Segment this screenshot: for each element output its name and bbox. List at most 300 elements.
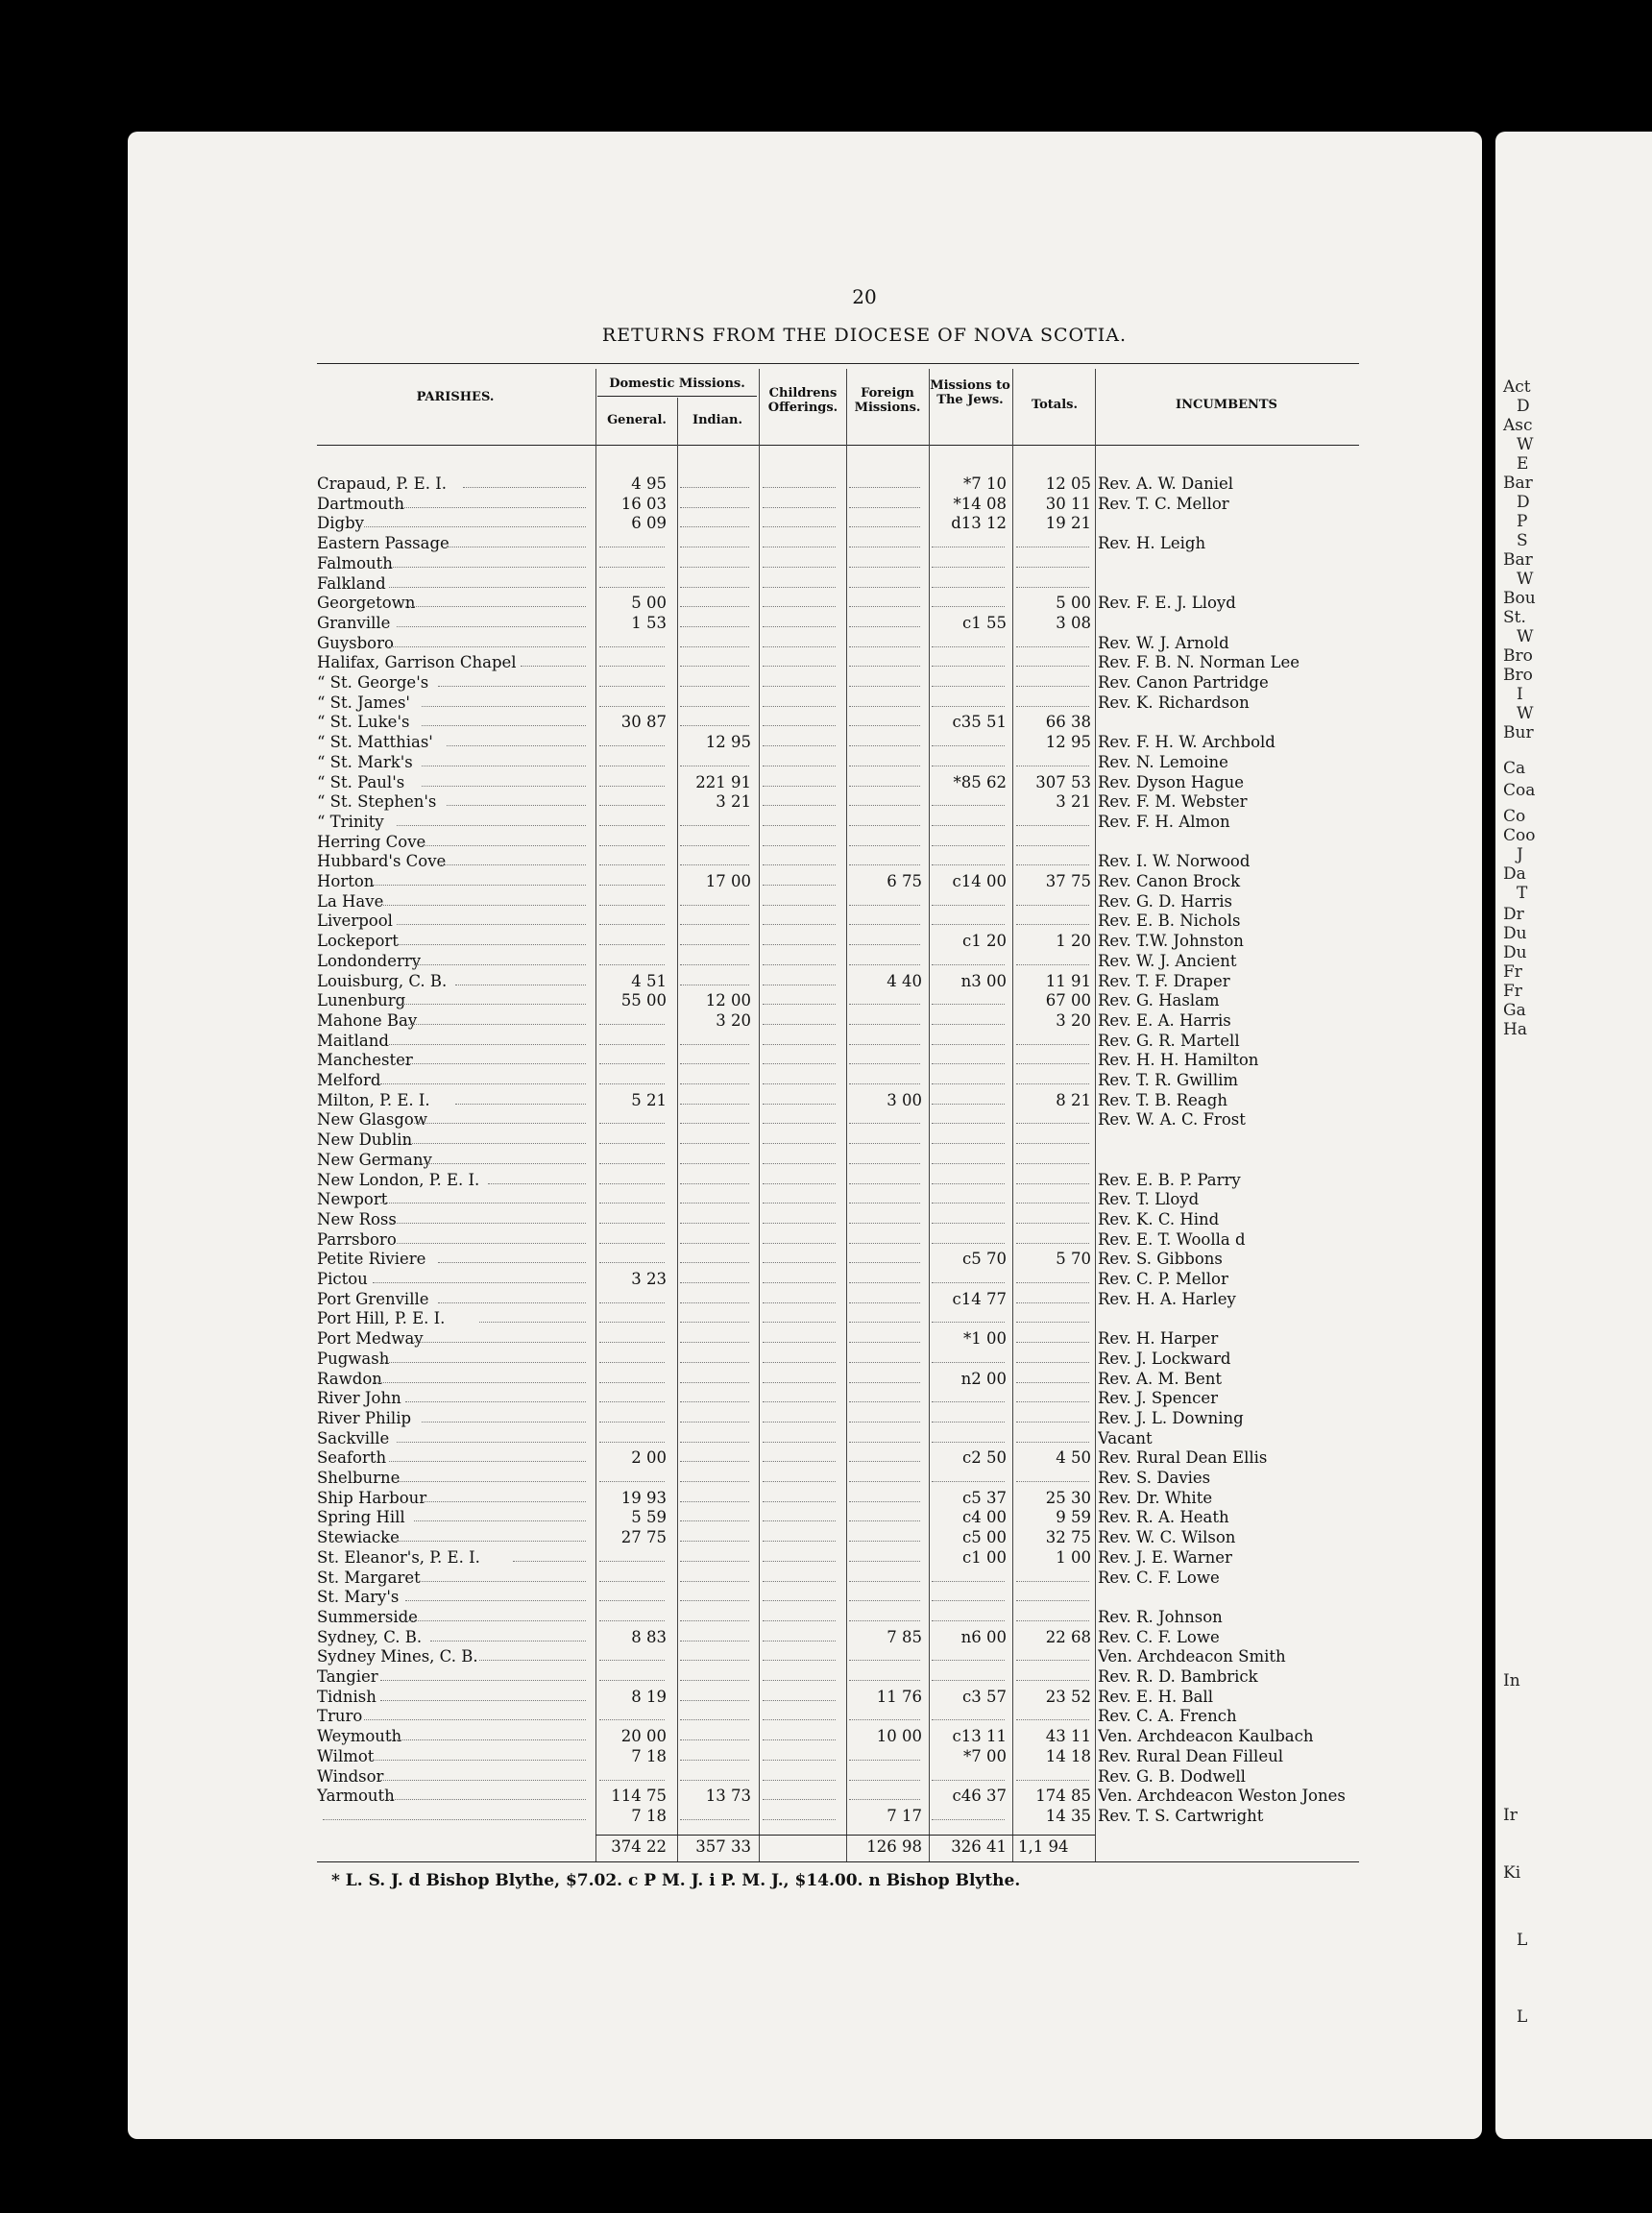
jews-cell: *14 08	[953, 494, 1007, 513]
parish-name: Lunenburg	[317, 991, 406, 1010]
leader-dots	[680, 1660, 749, 1661]
leader-dots	[763, 1680, 836, 1681]
leader-dots	[373, 885, 586, 886]
leader-dots	[680, 1342, 749, 1343]
jews-cell: c46 37	[952, 1787, 1007, 1806]
leader-dots	[763, 1163, 836, 1164]
parish-name: Eastern Passage	[317, 534, 449, 553]
leader-dots	[849, 924, 920, 925]
parish-name: Windsor	[317, 1766, 384, 1786]
next-page-fragment: Du	[1503, 924, 1527, 943]
incumbent-name: Rev. J. Spencer	[1098, 1389, 1219, 1408]
incumbent-name: Rev. G. B. Dodwell	[1098, 1766, 1246, 1786]
leader-dots	[849, 1799, 920, 1800]
leader-dots	[680, 1183, 749, 1184]
incumbent-name	[1098, 1130, 1359, 1150]
leader-dots	[680, 905, 749, 906]
leader-dots	[599, 944, 665, 945]
parish-name: Herring Cove	[317, 832, 426, 851]
leader-dots	[389, 1044, 586, 1045]
leader-dots	[1016, 1442, 1089, 1443]
leader-dots	[599, 1322, 665, 1323]
total-cell: 32 75	[1045, 1528, 1091, 1547]
parish-name: “ St. Mark's	[317, 752, 413, 771]
incumbent-name: Rev. R. D. Bambrick	[1098, 1667, 1258, 1686]
leader-dots	[599, 706, 665, 707]
jews-cell: c2 50	[962, 1448, 1007, 1468]
incumbent-name: Rev. N. Lemoine	[1098, 752, 1228, 771]
incumbent-name: Rev. C. F. Lowe	[1098, 1568, 1220, 1587]
leader-dots	[599, 1362, 665, 1363]
leader-dots	[680, 1719, 749, 1720]
leader-dots	[680, 1243, 749, 1244]
total-cell: 307 53	[1035, 772, 1091, 791]
incumbent-name	[1098, 1587, 1359, 1607]
incumbent-name: Rev. T.W. Johnston	[1098, 932, 1244, 951]
next-page-fragment: Bro	[1503, 646, 1533, 666]
leader-dots	[323, 1819, 586, 1820]
incumbent-name: Vacant	[1098, 1428, 1153, 1447]
parish-name: Louisburg, C. B.	[317, 971, 448, 990]
leader-dots	[599, 864, 665, 865]
parish-name: Parrsboro	[317, 1229, 397, 1249]
leader-dots	[849, 825, 920, 826]
leader-dots	[932, 587, 1005, 588]
leader-dots	[680, 1641, 749, 1642]
leader-dots	[1016, 1780, 1089, 1781]
leader-dots	[932, 905, 1005, 906]
leader-dots	[680, 1083, 749, 1084]
leader-dots	[680, 924, 749, 925]
leader-dots	[680, 706, 749, 707]
parish-name: Hubbard's Cove	[317, 852, 447, 871]
table-row	[0, 931, 1364, 951]
leader-dots	[932, 1063, 1005, 1064]
total-cell: 19 21	[1045, 514, 1091, 533]
table-row	[0, 693, 1364, 713]
leader-dots	[680, 567, 749, 568]
parish-name: New London, P. E. I.	[317, 1170, 480, 1189]
leader-dots	[680, 1541, 749, 1542]
jews-cell: c1 00	[962, 1547, 1007, 1567]
leader-dots	[763, 885, 836, 886]
leader-dots	[389, 1461, 586, 1462]
leader-dots	[1016, 567, 1089, 568]
leader-dots	[849, 706, 920, 707]
leader-dots	[849, 1163, 920, 1164]
table-row	[0, 1706, 1364, 1726]
total-jews: 326 41	[951, 1837, 1007, 1856]
parish-name: St. Margaret	[317, 1568, 421, 1587]
incumbent-name: Rev. E. A. Harris	[1098, 1010, 1231, 1030]
incumbent-name: Rev. A. M. Bent	[1098, 1369, 1222, 1388]
table-row	[0, 613, 1364, 633]
leader-dots	[405, 1620, 586, 1621]
leader-dots	[599, 1223, 665, 1224]
parish-name: Maitland	[317, 1031, 389, 1050]
leader-dots	[849, 526, 920, 527]
leader-dots	[680, 666, 749, 667]
parish-name: New Dublin	[317, 1131, 413, 1150]
jews-cell: *7 10	[963, 474, 1007, 493]
foreign-cell: 3 00	[887, 1090, 922, 1109]
leader-dots	[763, 1481, 836, 1482]
indian-cell: 3 21	[716, 792, 751, 812]
leader-dots	[763, 825, 836, 826]
leader-dots	[1016, 1223, 1089, 1224]
leader-dots	[680, 1739, 749, 1740]
total-cell: 66 38	[1045, 713, 1091, 732]
table-row	[0, 553, 1364, 573]
incumbent-name: Rev. T. B. Reagh	[1098, 1090, 1227, 1109]
leader-dots	[680, 725, 749, 726]
table-row	[0, 891, 1364, 912]
table-row	[0, 1527, 1364, 1547]
leader-dots	[389, 646, 586, 647]
leader-dots	[932, 745, 1005, 746]
parish-name: “ St. Stephen's	[317, 792, 437, 812]
parish-name: Ship Harbour	[317, 1488, 427, 1507]
table-row	[0, 1369, 1364, 1389]
general-cell: 7 18	[631, 1806, 667, 1825]
next-page-fragment: Du	[1503, 943, 1527, 962]
leader-dots	[680, 1700, 749, 1701]
header-totals: Totals.	[1031, 398, 1079, 412]
leader-dots	[380, 1362, 586, 1363]
incumbent-name: Rev. T. Lloyd	[1098, 1190, 1200, 1209]
leader-dots	[599, 686, 665, 687]
next-page-fragment: Act	[1503, 377, 1531, 397]
leader-dots	[1016, 1581, 1089, 1582]
incumbent-name: Rev. H. Harper	[1098, 1329, 1219, 1349]
leader-dots	[680, 1322, 749, 1323]
leader-dots	[763, 725, 836, 726]
parish-name: Milton, P. E. I.	[317, 1090, 430, 1109]
leader-dots	[680, 1620, 749, 1621]
leader-dots	[849, 646, 920, 647]
leader-dots	[389, 1799, 586, 1800]
leader-dots	[763, 944, 836, 945]
header-domestic: Domestic Missions.	[609, 377, 745, 391]
incumbent-name: Rev. W. J. Ancient	[1098, 951, 1237, 970]
leader-dots	[849, 1143, 920, 1144]
leader-dots	[380, 905, 586, 906]
leader-dots	[1016, 666, 1089, 667]
leader-dots	[414, 1520, 586, 1521]
leader-dots	[389, 1223, 586, 1224]
leader-dots	[380, 1700, 586, 1701]
leader-dots	[849, 487, 920, 488]
leader-dots	[447, 805, 586, 806]
table-row	[0, 1726, 1364, 1746]
leader-dots	[932, 805, 1005, 806]
table-row	[0, 1568, 1364, 1588]
parish-name: Port Medway	[317, 1329, 424, 1349]
parish-name: River John	[317, 1389, 401, 1408]
jews-cell: n3 00	[960, 971, 1007, 990]
leader-dots	[763, 587, 836, 588]
jews-cell: c13 11	[952, 1727, 1007, 1746]
incumbent-name: Rev. K. C. Hind	[1098, 1209, 1220, 1228]
leader-dots	[763, 786, 836, 787]
leader-dots	[849, 1044, 920, 1045]
total-cell: 174 85	[1035, 1787, 1091, 1806]
jews-cell: *1 00	[963, 1329, 1007, 1349]
leader-dots	[1016, 646, 1089, 647]
leader-dots	[380, 1083, 586, 1084]
leader-dots	[849, 745, 920, 746]
leader-dots	[932, 1581, 1005, 1582]
indian-cell: 12 95	[705, 733, 751, 752]
leader-dots	[1016, 924, 1089, 925]
leader-dots	[932, 1819, 1005, 1820]
incumbent-name: Rev. S. Davies	[1098, 1469, 1211, 1487]
leader-dots	[849, 964, 920, 965]
jews-cell: n2 00	[960, 1369, 1007, 1388]
parish-name: River Philip	[317, 1408, 412, 1427]
leader-dots	[414, 1123, 586, 1124]
leader-dots	[763, 1083, 836, 1084]
next-page-fragment: Ki	[1503, 1863, 1521, 1883]
leader-dots	[405, 1401, 586, 1402]
parish-name: Port Grenville	[317, 1289, 429, 1308]
leader-dots	[397, 1442, 586, 1443]
total-cell: 3 20	[1056, 1010, 1091, 1030]
leader-dots	[414, 1342, 586, 1343]
leader-dots	[373, 1760, 586, 1761]
table-row	[0, 1468, 1364, 1488]
leader-dots	[932, 864, 1005, 865]
general-cell: 27 75	[620, 1528, 667, 1547]
leader-dots	[680, 587, 749, 588]
leader-dots	[599, 646, 665, 647]
parish-name: Sydney, C. B.	[317, 1627, 423, 1646]
leader-dots	[932, 567, 1005, 568]
total-cell: 25 30	[1045, 1488, 1091, 1507]
incumbent-name: Rev. T. R. Gwillim	[1098, 1071, 1239, 1089]
next-page-fragment: Ir	[1503, 1806, 1518, 1825]
total-cell: 12 05	[1045, 474, 1091, 493]
parish-name: Halifax, Garrison Chapel	[317, 653, 517, 672]
jews-cell: c3 57	[962, 1687, 1007, 1706]
next-page-fragment: Coa	[1503, 781, 1536, 800]
table-row	[0, 832, 1364, 852]
table-row	[0, 1189, 1364, 1209]
incumbent-name: Rev. G. Haslam	[1098, 991, 1220, 1010]
table-row	[0, 513, 1364, 533]
leader-dots	[849, 1760, 920, 1761]
leader-dots	[680, 1819, 749, 1820]
leader-dots	[599, 1163, 665, 1164]
leader-dots	[680, 1581, 749, 1582]
next-page-fragment: W	[1517, 627, 1534, 646]
leader-dots	[488, 1183, 586, 1184]
leader-dots	[849, 1481, 920, 1482]
leader-dots	[599, 1183, 665, 1184]
parish-name: Liverpool	[317, 912, 393, 931]
leader-dots	[1016, 1143, 1089, 1144]
table-row	[0, 1269, 1364, 1289]
table-row	[0, 1806, 1364, 1826]
leader-dots	[849, 1183, 920, 1184]
general-cell: 2 00	[631, 1448, 667, 1468]
leader-dots	[1016, 1342, 1089, 1343]
leader-dots	[763, 1322, 836, 1323]
parish-name: Falmouth	[317, 553, 393, 572]
leader-dots	[1016, 706, 1089, 707]
total-cell: 5 00	[1056, 594, 1091, 613]
leader-dots	[932, 1004, 1005, 1005]
leader-dots	[763, 845, 836, 846]
leader-dots	[405, 1063, 586, 1064]
incumbent-name: Rev. T. C. Mellor	[1098, 494, 1229, 513]
general-cell: 114 75	[611, 1787, 667, 1806]
parish-name: New Glasgow	[317, 1110, 427, 1130]
total-cell: 3 08	[1056, 613, 1091, 632]
table-row	[0, 732, 1364, 752]
header-indian: Indian.	[692, 413, 742, 427]
leader-dots	[763, 1143, 836, 1144]
leader-dots	[763, 1063, 836, 1064]
leader-dots	[932, 1282, 1005, 1283]
leader-dots	[1016, 1322, 1089, 1323]
table-row	[0, 1349, 1364, 1369]
leader-dots	[680, 1143, 749, 1144]
leader-dots	[405, 606, 586, 607]
leader-dots	[680, 1063, 749, 1064]
leader-dots	[521, 666, 586, 667]
leader-dots	[680, 1401, 749, 1402]
leader-dots	[763, 1620, 836, 1621]
incumbent-name: Rev. K. Richardson	[1098, 693, 1250, 712]
leader-dots	[763, 507, 836, 508]
leader-dots	[599, 1780, 665, 1781]
leader-dots	[1016, 825, 1089, 826]
leader-dots	[763, 567, 836, 568]
total-cell: 14 18	[1045, 1746, 1091, 1765]
table-row	[0, 1428, 1364, 1448]
incumbent-name: Rev. J. Lockward	[1098, 1349, 1231, 1368]
general-cell: 30 87	[620, 713, 667, 732]
foreign-cell: 6 75	[887, 872, 922, 890]
incumbent-name	[1098, 1308, 1359, 1328]
next-page-fragment: Fr	[1503, 982, 1522, 1001]
leader-dots	[849, 1719, 920, 1720]
incumbent-name: Rev. H. H. Hamilton	[1098, 1051, 1259, 1070]
leader-dots	[599, 1481, 665, 1482]
jews-cell: c5 00	[962, 1528, 1007, 1547]
leader-dots	[599, 786, 665, 787]
parish-name: Shelburne	[317, 1469, 401, 1487]
leader-dots	[932, 1123, 1005, 1124]
leader-dots	[763, 606, 836, 607]
incumbent-name	[1098, 553, 1359, 573]
foreign-cell: 7 85	[887, 1627, 922, 1646]
leader-dots	[1016, 1660, 1089, 1661]
incumbent-name: Rev. E. B. Nichols	[1098, 912, 1241, 931]
header-top-rule	[317, 363, 1359, 364]
incumbent-name: Rev. F. E. J. Lloyd	[1098, 594, 1236, 613]
jews-cell: c1 55	[962, 613, 1007, 632]
leader-dots	[849, 507, 920, 508]
incumbent-name: Rev. C. A. French	[1098, 1707, 1237, 1726]
incumbent-name: Rev. W. C. Wilson	[1098, 1528, 1236, 1547]
next-page-fragment: T	[1517, 884, 1528, 903]
total-cell: 12 95	[1045, 733, 1091, 752]
general-cell: 6 09	[631, 514, 667, 533]
parish-name: New Ross	[317, 1209, 397, 1228]
leader-dots	[932, 1362, 1005, 1363]
header-jews: Missions to The Jews.	[930, 378, 1010, 407]
incumbent-name: Rev. I. W. Norwood	[1098, 852, 1251, 871]
jews-cell: *7 00	[963, 1746, 1007, 1765]
jews-cell: c5 37	[962, 1488, 1007, 1507]
leader-dots	[599, 1382, 665, 1383]
table-row	[0, 1209, 1364, 1229]
leader-dots	[599, 1044, 665, 1045]
table-row	[0, 672, 1364, 693]
table-row	[0, 1031, 1364, 1051]
parish-name: Sydney Mines, C. B.	[317, 1647, 478, 1666]
table-row	[0, 1687, 1364, 1707]
leader-dots	[680, 1780, 749, 1781]
leader-dots	[680, 626, 749, 627]
table-row	[0, 951, 1364, 971]
incumbent-name: Rev. E. T. Woolla d	[1098, 1229, 1246, 1249]
incumbent-name: Rev. R. A. Heath	[1098, 1508, 1229, 1527]
leader-dots	[422, 1501, 586, 1502]
parish-name: Newport	[317, 1190, 388, 1209]
next-page-fragment: J	[1517, 845, 1523, 864]
parish-name: Rawdon	[317, 1369, 382, 1388]
leader-dots	[680, 825, 749, 826]
next-page-fragment: Asc	[1503, 416, 1533, 435]
leader-dots	[680, 1203, 749, 1204]
incumbent-name: Rev. Rural Dean Filleul	[1098, 1746, 1283, 1765]
parish-name: Port Hill, P. E. I.	[317, 1309, 446, 1328]
table-row	[0, 1090, 1364, 1110]
leader-dots	[932, 1422, 1005, 1423]
leader-dots	[447, 745, 586, 746]
leader-dots	[849, 1422, 920, 1423]
leader-dots	[763, 706, 836, 707]
totals-rule	[595, 1835, 1095, 1836]
leader-dots	[849, 1302, 920, 1303]
leader-dots	[405, 1600, 586, 1601]
incumbent-name: Rev. C. P. Mellor	[1098, 1270, 1228, 1288]
parish-name: Truro	[317, 1707, 363, 1726]
incumbent-name: Rev. C. F. Lowe	[1098, 1627, 1220, 1646]
incumbent-name: Ven. Archdeacon Smith	[1098, 1647, 1286, 1666]
jews-cell: c4 00	[962, 1508, 1007, 1527]
incumbent-name	[1098, 573, 1359, 594]
table-row	[0, 652, 1364, 672]
leader-dots	[599, 1422, 665, 1423]
leader-dots	[849, 587, 920, 588]
leader-dots	[763, 1442, 836, 1443]
incumbent-name: Rev. T. F. Draper	[1098, 971, 1230, 990]
total-cell: 4 50	[1056, 1448, 1091, 1468]
leader-dots	[849, 606, 920, 607]
leader-dots	[763, 1520, 836, 1521]
table-row	[0, 633, 1364, 653]
leader-dots	[397, 825, 586, 826]
leader-dots	[397, 1243, 586, 1244]
parish-name: St. Eleanor's, P. E. I.	[317, 1547, 480, 1567]
leader-dots	[438, 686, 586, 687]
leader-dots	[455, 1104, 586, 1105]
leader-dots	[763, 1123, 836, 1124]
